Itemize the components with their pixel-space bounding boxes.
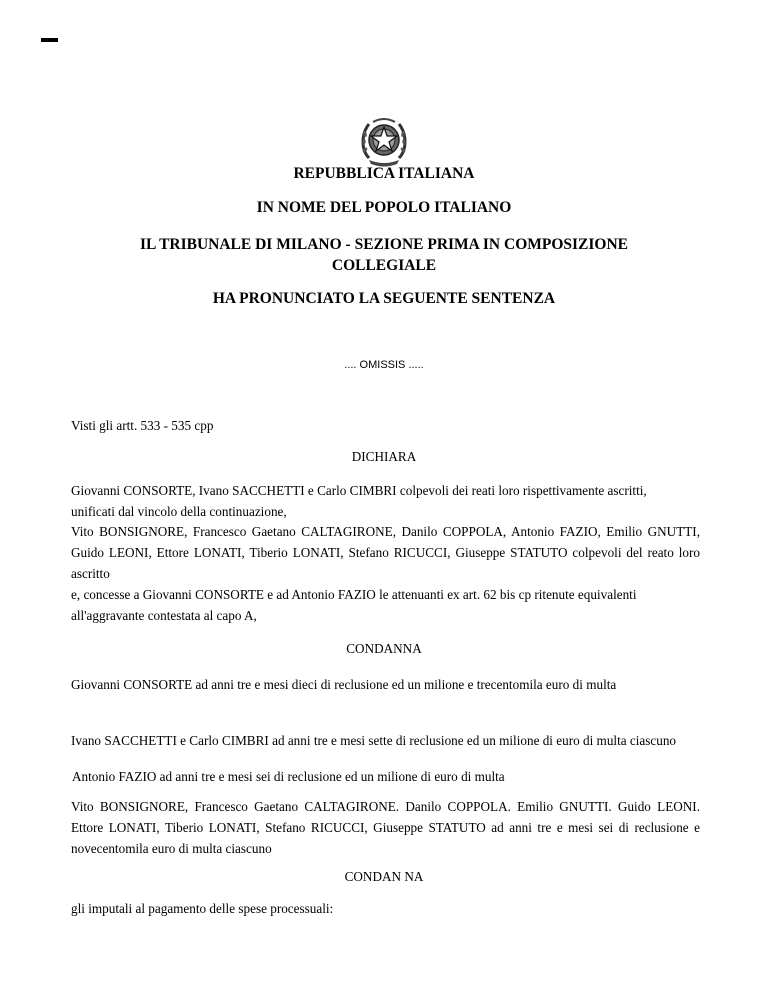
emblem-icon [359,114,409,168]
condanna-altri-imputati: Vito BONSIGNORE, Francesco Gaetano CALTAGIRONE. Danilo COPPOLA. Emilio GNUTTI. Guido LEONI. Ettore LONATI, Tiberio LONATI, Stefano RICUCCI, Giuseppe STATUTO ad anni tre e mesi sei di reclusione e novecentomila euro di multa ciascuno [71,799,700,856]
paragraph-spese-processuali: gli imputali al pagamento delle spese processuali: [71,901,334,916]
heading-sentenza: HA PRONUNCIATO LA SEGUENTE SENTENZA [212,290,556,307]
page-mark [41,38,58,42]
dichiara-heading: DICHIARA [351,449,417,464]
condanna-spese-heading: CONDAN NA [344,869,424,884]
omissis-marker: .... OMISSIS ..... [344,359,424,371]
heading-tribunale-line2: COLLEGIALE [331,257,437,274]
heading-repubblica: REPUBBLICA ITALIANA [293,165,475,182]
visti-paragraph: Visti gli artt. 533 - 535 cpp [71,418,214,433]
heading-tribunale-line1: IL TRIBUNALE DI MILANO - SEZIONE PRIMA IN COMPOSIZIONE [139,236,629,253]
heading-popolo: IN NOME DEL POPOLO ITALIANO [256,199,512,216]
paragraph-attenuanti: e, concesse a Giovanni CONSORTE e ad Antonio FAZIO le attenuanti ex art. 62 bis cp ritenute equivalenti all'aggravante contestata al capo A, [71,587,637,623]
condanna-fazio: Antonio FAZIO ad anni tre e mesi sei di reclusione ed un milione di euro di multa [72,769,505,784]
paragraph-colpevoli-1: Giovanni CONSORTE, Ivano SACCHETTI e Carlo CIMBRI colpevoli dei reati loro rispettivamente ascritti, unificati dal vincolo della continuazione, [71,483,647,519]
condanna-heading: CONDANNA [346,641,422,656]
paragraph-colpevoli-2: Vito BONSIGNORE, Francesco Gaetano CALTAGIRONE, Danilo COPPOLA, Antonio FAZIO, Emilio GNUTTI, Guido LEONI, Ettore LONATI, Tiberio LONATI, Stefano RICUCCI, Giuseppe STATUTO colpevoli del reato loro ascritto [71,524,700,581]
condanna-sacchetti-cimbri: Ivano SACCHETTI e Carlo CIMBRI ad anni tre e mesi sette di reclusione ed un milione di euro di multa ciascuno [71,733,677,748]
condanna-consorte: Giovanni CONSORTE ad anni tre e mesi dieci di reclusione ed un milione e trecentomila euro di multa [71,677,617,692]
